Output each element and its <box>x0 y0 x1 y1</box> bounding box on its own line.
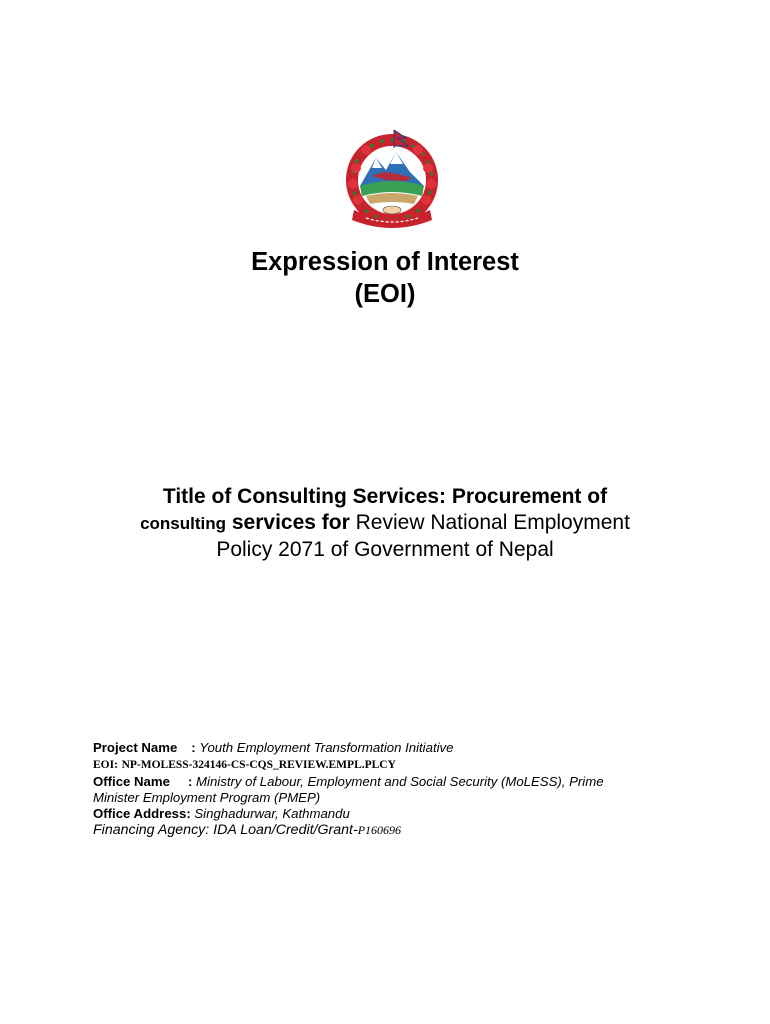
office-name-value-line-2: Minister Employment Program (PMEP) <box>93 789 321 805</box>
financing-agency-row <box>93 822 693 838</box>
eoi-label: EOI: <box>93 759 118 772</box>
office-address-row <box>93 806 693 822</box>
eoi-value: NP-MOLESS-324146-CS-CQS_REVIEW.EMPL.PLCY <box>121 759 396 772</box>
financing-agency-text: Financing Agency: IDA Loan/Credit/Grant- <box>93 822 358 839</box>
office-address-value: Singhadurwar, Kathmandu <box>194 806 350 822</box>
financing-code: P160696 <box>357 823 402 838</box>
services-line-2 <box>0 510 770 537</box>
office-name-row <box>93 774 693 790</box>
project-info <box>93 740 693 839</box>
title-line-1: Expression of Interest <box>251 248 519 276</box>
office-name-continuation-row <box>93 790 693 806</box>
consulting-services-title <box>0 484 770 563</box>
services-line-2-part-3: Review National Employment <box>355 511 630 534</box>
project-name-separator: : <box>191 740 196 755</box>
nepal-emblem-icon <box>336 124 448 228</box>
project-name-row <box>93 740 693 756</box>
services-line-3: Policy 2071 of Government of Nepal <box>216 538 554 561</box>
project-name-value: Youth Employment Transformation Initiative <box>199 740 454 755</box>
eoi-row <box>93 756 693 773</box>
title-line-2: (EOI) <box>354 280 416 308</box>
project-name-label: Project Name <box>93 740 178 755</box>
services-line-2-part-2: services for <box>231 511 350 534</box>
office-name-value-line-1: Ministry of Labour, Employment and Social Security (MoLESS), Prime <box>196 773 604 789</box>
services-line-2-part-1: consulting <box>140 514 227 533</box>
document-title <box>0 246 770 310</box>
office-name-separator: : <box>187 773 193 789</box>
office-name-label: Office Name <box>93 773 170 789</box>
services-line-1: Title of Consulting Services: Procurement of <box>162 485 608 508</box>
office-address-label: Office Address: <box>93 806 191 822</box>
